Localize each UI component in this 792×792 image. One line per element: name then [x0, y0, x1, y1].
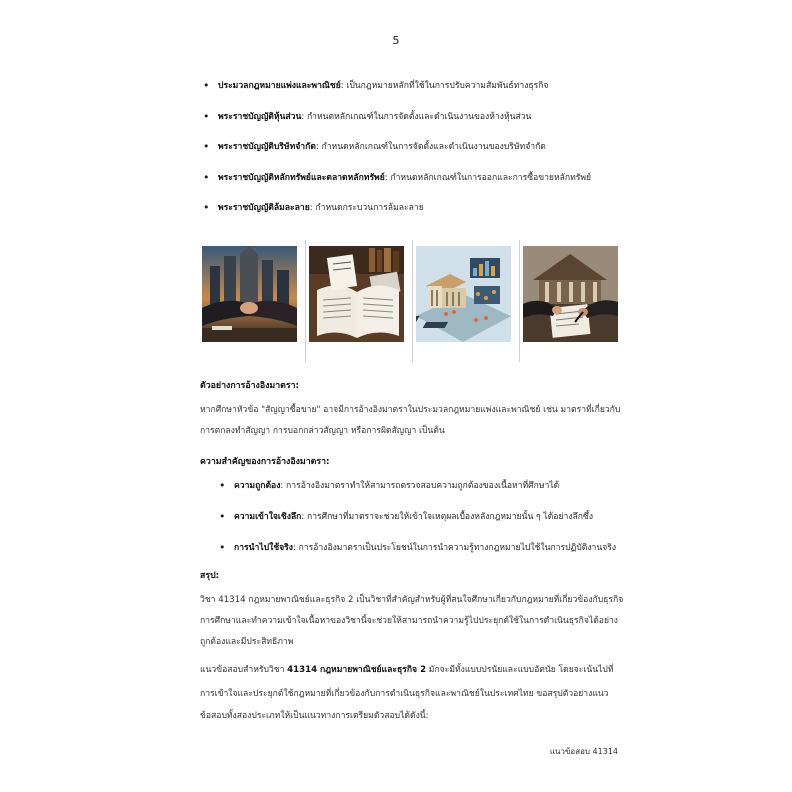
contract-signing-icon: [523, 246, 618, 342]
law-term: ประมวลกฎหมายแพ่งและพาณิชย์: [218, 81, 341, 91]
summary-line: วิชา 41314 กฎหมายพาณิชย์และธุรกิจ 2 เป็นวิชาที่สำคัญสำหรับผู้ที่สนใจศึกษาเกี่ยวกับกฎหมายที่เกี่ยวข้องกับธุรกิจ: [200, 595, 624, 605]
open-book-icon: [309, 246, 404, 342]
page-number: 5: [392, 34, 400, 47]
importance-term: การนำไปใช้จริง: [234, 543, 293, 553]
importance-term: ความถูกต้อง: [234, 481, 281, 491]
signing-image: [523, 246, 618, 342]
law-term: พระราชบัญญัติหลักทรัพย์และตลาดหลักทรัพย์: [218, 172, 385, 183]
example-heading: ตัวอย่างการอ้างอิงมาตรา:: [200, 381, 300, 391]
summary-heading: สรุป:: [200, 571, 220, 581]
law-term: พระราชบัญญัติล้มละลาย: [218, 203, 310, 213]
handshake-icon: [202, 246, 297, 342]
summary-line: ถูกต้องและมีประสิทธิภาพ: [200, 637, 294, 647]
list-item: [218, 202, 591, 233]
law-term: พระราชบัญญัติบริษัทจำกัด: [218, 142, 316, 152]
law-desc: : เป็นกฎหมายหลักที่ใช้ในการปรับความสัมพันธ์ทางธุรกิจ: [340, 81, 549, 91]
court-image: [416, 246, 511, 342]
importance-list: [234, 480, 616, 573]
law-desc: : กำหนดหลักเกณฑ์ในการออกและการซื้อขายหลักทรัพย์: [384, 172, 592, 183]
law-list: [218, 80, 591, 233]
example-line: การตกลงทำสัญญา การบอกกล่าวสัญญา หรือการผิดสัญญา เป็นต้น: [200, 426, 445, 436]
guide-text: มักจะมีทั้งแบบปรนัยและแบบอัตนัย โดยจะเน้นไปที่: [426, 665, 614, 675]
list-item: [234, 542, 616, 573]
importance-heading: ความสำคัญของการอ้างอิงมาตรา:: [200, 457, 330, 467]
page-footer: แนวข้อสอบ 41314: [549, 747, 618, 756]
book-image: [309, 246, 404, 342]
law-term: พระราชบัญญัติหุ้นส่วน: [218, 111, 302, 122]
guide-line: [200, 660, 614, 681]
guide-line: ข้อสอบทั้งสองประเภทให้เป็นแนวทางการเตรียมตัวสอบได้ดังนี้:: [200, 711, 429, 721]
image-divider: [305, 240, 306, 362]
importance-desc: : การศึกษาที่มาตราจะช่วยให้เข้าใจเหตุผลเบื้องหลังกฎหมายนั้น ๆ ได้อย่างลึกซึ้ง: [301, 512, 594, 522]
law-desc: : กำหนดกระบวนการล้มละลาย: [309, 203, 424, 213]
importance-term: ความเข้าใจเชิงลึก: [234, 512, 302, 522]
list-item: [218, 80, 591, 111]
court-building-icon: [416, 246, 511, 342]
list-item: [218, 141, 591, 172]
law-desc: : กำหนดหลักเกณฑ์ในการจัดตั้งและดำเนินงานของห้างหุ้นส่วน: [301, 111, 532, 122]
list-item: [234, 480, 616, 511]
guide-text: แนวข้อสอบสำหรับวิชา: [200, 665, 288, 675]
summary-line: การศึกษาและทำความเข้าใจเนื้อหาของวิชานี้จะช่วยให้สามารถนำความรู้ไปประยุกต์ใช้ในการดำเนินธุรกิจได้อย่าง: [200, 616, 619, 626]
importance-desc: : การอ้างอิงมาตราทำให้สามารถตรวจสอบความถูกต้องของเนื้อหาที่ศึกษาได้: [280, 481, 560, 491]
image-strip: [202, 240, 616, 362]
image-divider: [519, 240, 520, 362]
importance-desc: : การอ้างอิงมาตราเป็นประโยชน์ในการนำความรู้ทางกฎหมายไปใช้ในการปฏิบัติงานจริง: [293, 543, 617, 553]
guide-line: การเข้าใจและประยุกต์ใช้กฎหมายที่เกี่ยวข้องกับการดำเนินธุรกิจและพาณิชย์ในประเทศไทย ขอสรุปตัวอย่างแนว: [200, 689, 609, 699]
handshake-image: [202, 246, 297, 342]
list-item: [218, 111, 591, 142]
list-item: [218, 172, 591, 203]
law-desc: : กำหนดหลักเกณฑ์ในการจัดตั้งและดำเนินงานของบริษัทจำกัด: [315, 142, 546, 152]
image-divider: [412, 240, 413, 362]
example-line: หากศึกษาหัวข้อ "สัญญาซื้อขาย" อาจมีการอ้างอิงมาตราในประมวลกฎหมายแพ่งและพาณิชย์ เช่น มาตราที่เกี่ยวกับ: [200, 405, 621, 415]
list-item: [234, 511, 616, 542]
course-name: 41314 กฎหมายพาณิชย์และธุรกิจ 2: [287, 665, 427, 675]
